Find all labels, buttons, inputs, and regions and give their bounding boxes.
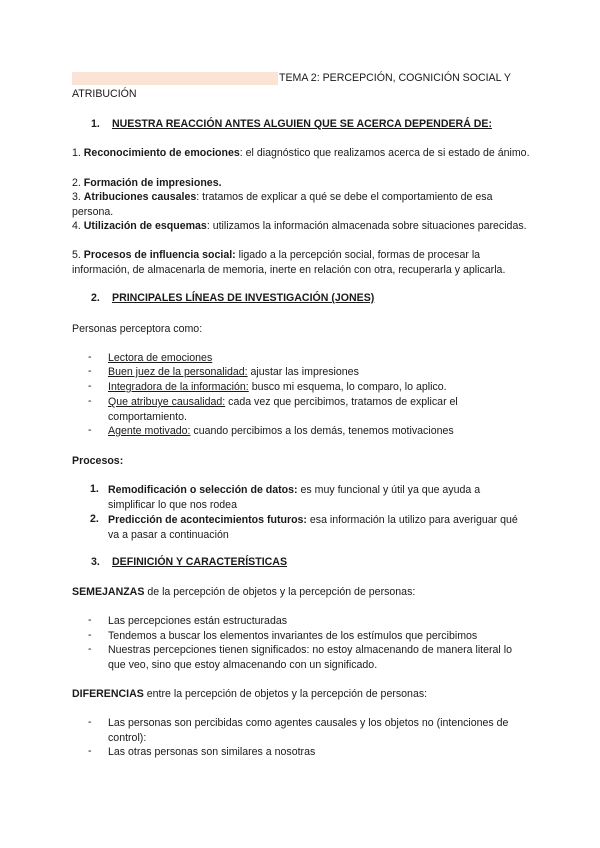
bullet: - xyxy=(88,380,92,392)
sem-item-3: Nuestras percepciones tienen significados: no estoy almacenando de manera literal lo que veo, sino que estoy almacenando con un significado. xyxy=(108,644,512,672)
proceso-number: 2. xyxy=(90,513,99,525)
section-1-number: 1. xyxy=(91,118,100,130)
s1-item-2: 2. Formación de impresiones. xyxy=(72,177,222,189)
section-3-heading xyxy=(91,556,287,568)
s2-intro: Personas perceptora como: xyxy=(72,323,203,335)
section-1-title: NUESTRA REACCIÓN ANTES ALGUIEN QUE SE ACERCA DEPENDERÁ DE: xyxy=(112,118,493,130)
bullet: - xyxy=(88,424,92,436)
bullet: - xyxy=(88,629,92,641)
diferencias-label: DIFERENCIAS xyxy=(72,688,144,700)
dif-item-1: Las personas son percibidas como agentes causales y los objetos no (intenciones de control): xyxy=(108,717,509,745)
semejanzas-label: SEMEJANZAS xyxy=(72,586,145,598)
proceso-1: Remodificación o selección de datos: es muy funcional y útil ya que ayuda a simplificar lo que nos rodea xyxy=(108,484,481,512)
title-rest: : PERCEPCIÓN, COGNICIÓN SOCIAL Y xyxy=(316,72,511,84)
dif-item-2: Las otras personas son similares a nosotras xyxy=(108,746,316,758)
s2-item-1: Lectora de emociones xyxy=(108,352,213,364)
title-highlight xyxy=(72,72,278,85)
proceso-2: Predicción de acontecimientos futuros: esa información la utilizo para averiguar qué va a pasar a continuación xyxy=(108,514,518,542)
semejanzas-intro: SEMEJANZAS de la percepción de objetos y la percepción de personas: xyxy=(72,586,416,598)
section-2-heading xyxy=(91,292,374,304)
s2-item-5: Agente motivado: cuando percibimos a los demás, tenemos motivaciones xyxy=(108,425,454,437)
bullet: - xyxy=(88,395,92,407)
s2-item-2: Buen juez de la personalidad: ajustar las impresiones xyxy=(108,366,359,378)
title-prefix: TEMA 2 xyxy=(279,72,317,84)
bullet: - xyxy=(88,365,92,377)
section-3-title: DEFINICIÓN Y CARACTERÍSTICAS xyxy=(112,556,288,568)
bullet: - xyxy=(88,614,92,626)
sem-item-1: Las percepciones están estructuradas xyxy=(108,615,288,627)
diferencias-intro: DIFERENCIAS entre la percepción de objetos y la percepción de personas: xyxy=(72,688,428,700)
title-line xyxy=(72,72,530,85)
section-3-number: 3. xyxy=(91,556,100,568)
section-2-title: PRINCIPALES LÍNEAS DE INVESTIGACIÓN (JONES) xyxy=(112,292,375,304)
procesos-label: Procesos: xyxy=(72,455,124,467)
s1-item-4: 4. Utilización de esquemas: utilizamos la información almacenada sobre situaciones parecidas. xyxy=(72,220,527,232)
bullet: - xyxy=(88,643,92,655)
bullet: - xyxy=(88,745,92,757)
s1-item-3: 3. Atribuciones causales: tratamos de explicar a qué se debe el comportamiento de esa persona. xyxy=(72,191,493,219)
document-title-cont: ATRIBUCIÓN xyxy=(72,88,137,100)
s2-item-3: Integradora de la información: busco mi esquema, lo comparo, lo aplico. xyxy=(108,381,447,393)
s1-item-1: 1. Reconocimiento de emociones: el diagnóstico que realizamos acerca de si estado de ánimo. xyxy=(72,147,530,159)
section-1-heading xyxy=(91,118,492,130)
bullet: - xyxy=(88,716,92,728)
s1-item-5: 5. Procesos de influencia social: ligado a la percepción social, formas de procesar la información, de almacenarla de memoria, inerte en relación con otra, recuperarla y aplicarla. xyxy=(72,249,506,277)
proceso-number: 1. xyxy=(90,483,99,495)
sem-item-2: Tendemos a buscar los elementos invariantes de los estímulos que percibimos xyxy=(108,630,478,642)
bullet: - xyxy=(88,351,92,363)
s2-item-4: Que atribuye causalidad: cada vez que percibimos, tratamos de explicar el comportamiento. xyxy=(108,396,458,424)
section-2-number: 2. xyxy=(91,292,100,304)
document-title xyxy=(279,72,511,84)
